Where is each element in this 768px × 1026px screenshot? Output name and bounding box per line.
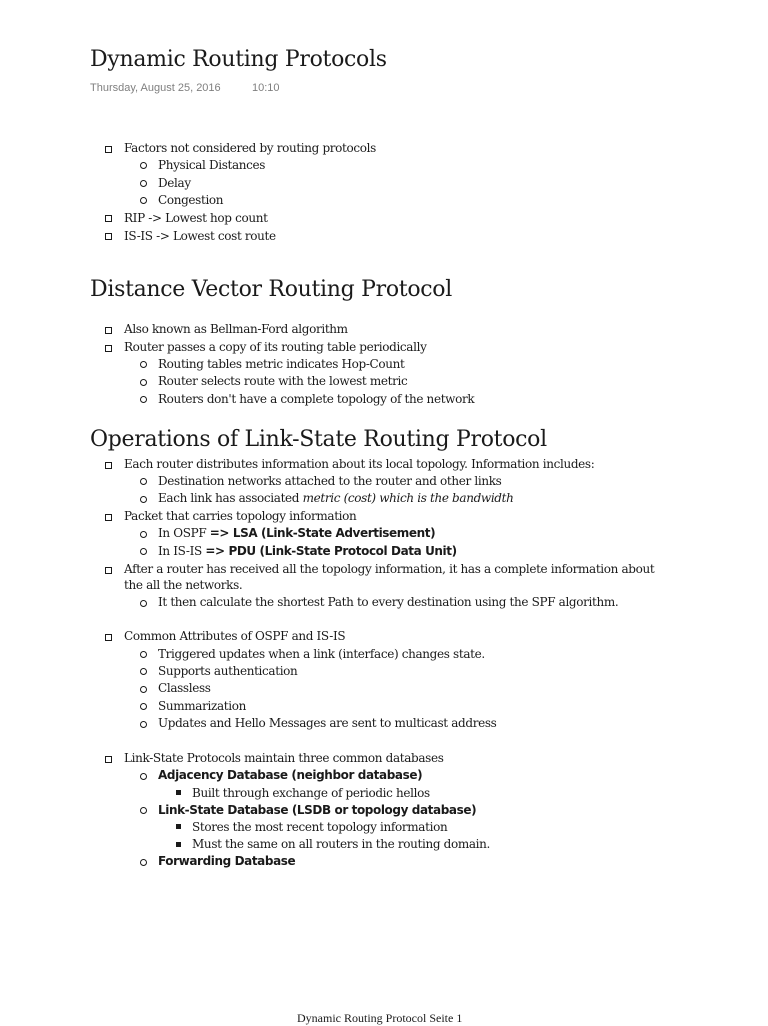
- page-footer: Dynamic Routing Protocol Seite 1: [297, 1011, 463, 1025]
- list-item: Forwarding Database: [158, 854, 296, 868]
- page-time: 10:10: [252, 82, 280, 94]
- square-bullet-icon: [105, 462, 112, 469]
- circle-bullet-icon: [140, 496, 147, 503]
- list-item: Congestion: [158, 193, 224, 207]
- square-bullet-icon: [105, 146, 112, 153]
- circle-bullet-icon: [140, 197, 147, 204]
- list-item: Routers don't have a complete topology of the network: [158, 392, 475, 406]
- square-bullet-icon: [105, 634, 112, 641]
- square-bullet-icon: [105, 327, 112, 334]
- circle-bullet-icon: [140, 379, 147, 386]
- page-date: Thursday, August 25, 2016: [90, 82, 221, 94]
- list-item: It then calculate the shortest Path to every destination using the SPF algorithm.: [158, 595, 619, 609]
- list-item: Packet that carries topology information: [124, 509, 357, 523]
- filled-square-bullet-icon: [176, 824, 181, 829]
- square-bullet-icon: [105, 567, 112, 574]
- circle-bullet-icon: [140, 773, 147, 780]
- list-item: After a router has received all the topology information, it has a complete information about: [124, 562, 655, 576]
- filled-square-bullet-icon: [176, 790, 181, 795]
- circle-bullet-icon: [140, 396, 147, 403]
- list-item: Classless: [158, 681, 211, 695]
- circle-bullet-icon: [140, 361, 147, 368]
- list-item: Built through exchange of periodic hellos: [192, 786, 430, 800]
- list-item: Triggered updates when a link (interface) changes state.: [158, 647, 485, 661]
- section-heading-distance-vector: Distance Vector Routing Protocol: [90, 277, 452, 302]
- ospf-lsa-bold: => LSA (Link-State Advertisement): [209, 526, 436, 540]
- list-item: Delay: [158, 176, 191, 190]
- list-item: Router selects route with the lowest metric: [158, 374, 408, 388]
- circle-bullet-icon: [140, 651, 147, 658]
- circle-bullet-icon: [140, 162, 147, 169]
- list-item: RIP -> Lowest hop count: [124, 211, 268, 225]
- circle-bullet-icon: [140, 668, 147, 675]
- circle-bullet-icon: [140, 180, 147, 187]
- filled-square-bullet-icon: [176, 842, 181, 847]
- circle-bullet-icon: [140, 478, 147, 485]
- list-item: Router passes a copy of its routing table periodically: [124, 340, 427, 354]
- list-item-continuation: the all the networks.: [124, 578, 243, 592]
- circle-bullet-icon: [140, 703, 147, 710]
- circle-bullet-icon: [140, 859, 147, 866]
- square-bullet-icon: [105, 233, 112, 240]
- list-item: Link-State Database (LSDB or topology database): [158, 803, 477, 817]
- list-item: [158, 525, 435, 541]
- list-item: Factors not considered by routing protocols: [124, 141, 376, 155]
- list-item: Updates and Hello Messages are sent to multicast address: [158, 716, 497, 730]
- list-item: Common Attributes of OSPF and IS-IS: [124, 629, 346, 643]
- circle-bullet-icon: [140, 531, 147, 538]
- list-item: Link-State Protocols maintain three common databases: [124, 751, 444, 765]
- list-item: Physical Distances: [158, 158, 266, 172]
- section-heading-link-state: Operations of Link-State Routing Protocol: [90, 427, 547, 452]
- list-item: [158, 543, 457, 559]
- ospf-label: In OSPF: [158, 526, 210, 540]
- circle-bullet-icon: [140, 686, 147, 693]
- list-item: Summarization: [158, 699, 246, 713]
- circle-bullet-icon: [140, 807, 147, 814]
- list-item: Routing tables metric indicates Hop-Count: [158, 357, 405, 371]
- circle-bullet-icon: [140, 721, 147, 728]
- circle-bullet-icon: [140, 600, 147, 607]
- isis-pdu-bold: => PDU (Link-State Protocol Data Unit): [205, 544, 457, 558]
- square-bullet-icon: [105, 345, 112, 352]
- list-item: IS-IS -> Lowest cost route: [124, 229, 276, 243]
- list-item: Adjacency Database (neighbor database): [158, 768, 423, 782]
- link-metric-italic: metric (cost) which is the bandwidth: [302, 491, 514, 505]
- square-bullet-icon: [105, 215, 112, 222]
- page-title: Dynamic Routing Protocols: [90, 47, 387, 72]
- square-bullet-icon: [105, 514, 112, 521]
- list-item: Must the same on all routers in the routing domain.: [192, 837, 491, 851]
- circle-bullet-icon: [140, 548, 147, 555]
- isis-label: In IS-IS: [158, 544, 206, 558]
- list-item: Also known as Bellman-Ford algorithm: [124, 322, 348, 336]
- square-bullet-icon: [105, 756, 112, 763]
- link-metric-text: Each link has associated: [158, 491, 303, 505]
- list-item: [158, 490, 514, 506]
- list-item: Destination networks attached to the router and other links: [158, 474, 502, 488]
- list-item: Each router distributes information about its local topology. Information includes:: [124, 457, 595, 471]
- list-item: Supports authentication: [158, 664, 298, 678]
- list-item: Stores the most recent topology information: [192, 820, 448, 834]
